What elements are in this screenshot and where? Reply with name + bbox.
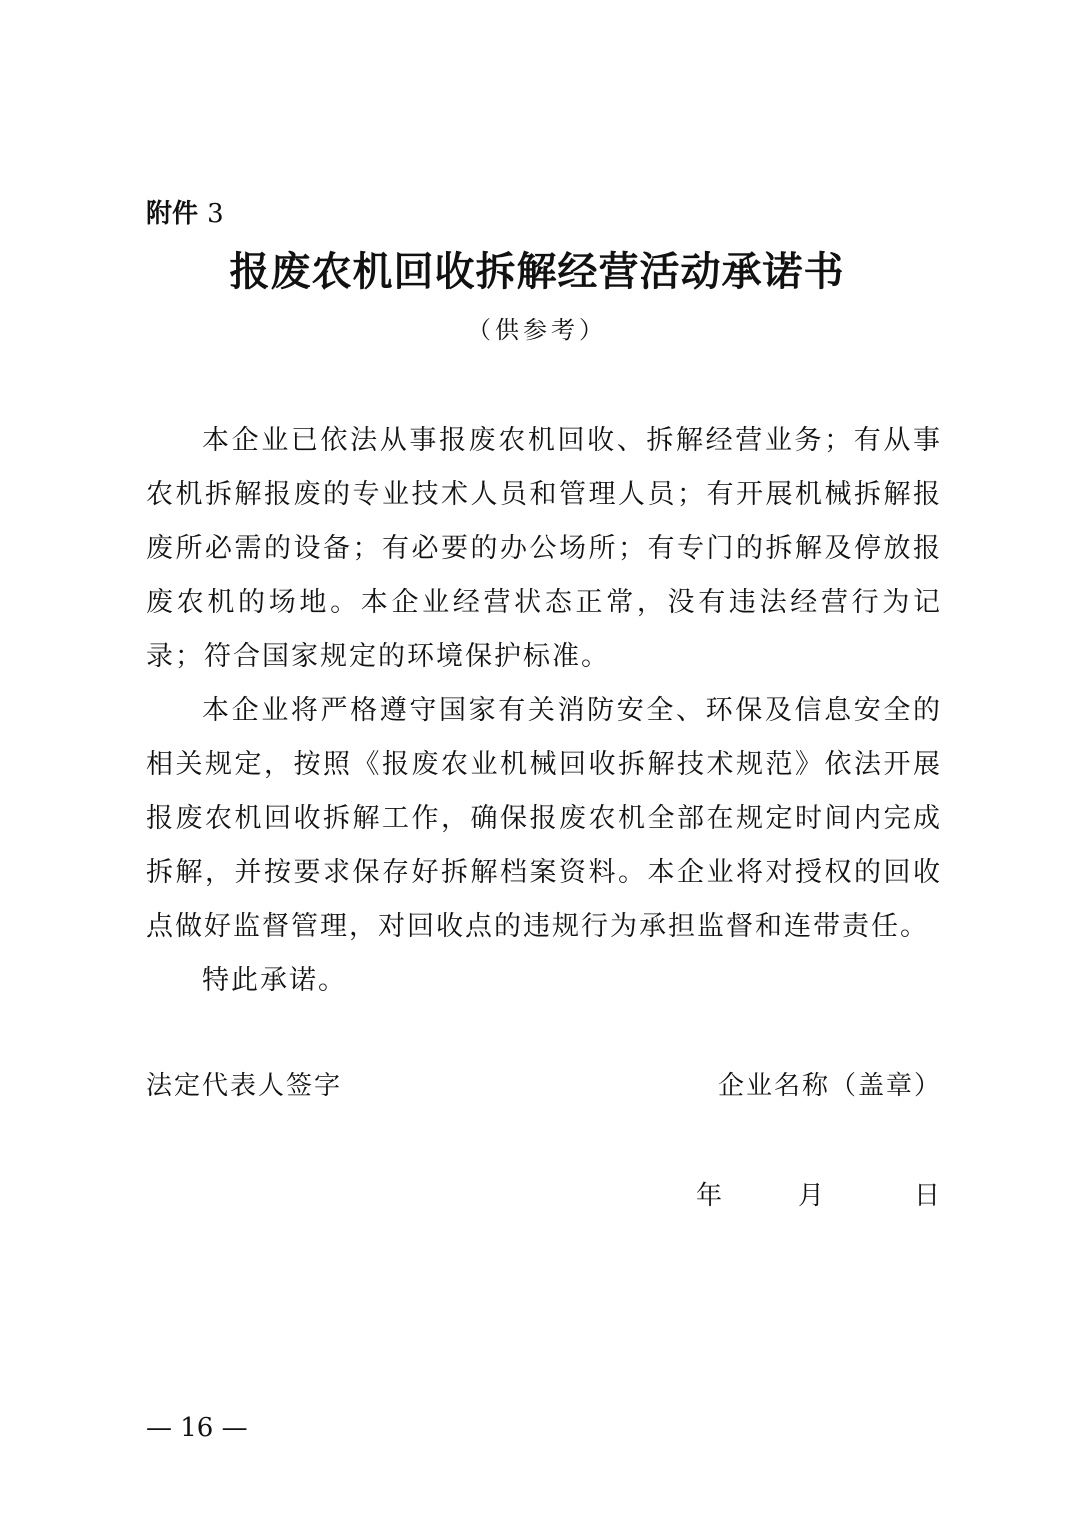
company-seal-label: 企业名称（盖章）: [717, 1071, 942, 1101]
date-month-label: 月: [798, 1181, 825, 1211]
date-day-label: 日: [914, 1181, 941, 1211]
paragraph-closing: 特此承诺。: [202, 965, 347, 996]
paragraph-compliance: 本企业将严格遵守国家有关消防安全、环保及信息安全的相关规定，按照《报废农业机械回收拆解技术规范》依法开展报废农机回收拆解工作，确保报废农机全部在规定时间内完成拆解，并按要求保存好拆解档案资料。本企业将对授权的回收点做好监督管理，对回收点的违规行为承担监督和连带责任。: [146, 695, 942, 942]
document-title: 报废农机回收拆解经营活动承诺书: [229, 249, 845, 295]
document-body: [146, 414, 942, 1008]
page-number: — 16 —: [146, 1413, 248, 1443]
attachment-prefix: 附件: [146, 199, 199, 229]
legal-rep-signature-label: 法定代表人签字: [146, 1071, 343, 1101]
document-subtitle: （供参考）: [467, 316, 607, 344]
date-line: [696, 1174, 942, 1218]
attachment-number: 3: [207, 199, 224, 229]
attachment-label: [146, 196, 224, 232]
date-year-label: 年: [696, 1181, 723, 1211]
paragraph-qualifications: 本企业已依法从事报废农机回收、拆解经营业务；有从事农机拆解报废的专业技术人员和管理人员；有开展机械拆解报废所必需的设备；有必要的办公场所；有专门的拆解及停放报废农机的场地。本企业经营状态正常，没有违法经营行为记录；符合国家规定的环境保护标准。: [146, 425, 942, 672]
